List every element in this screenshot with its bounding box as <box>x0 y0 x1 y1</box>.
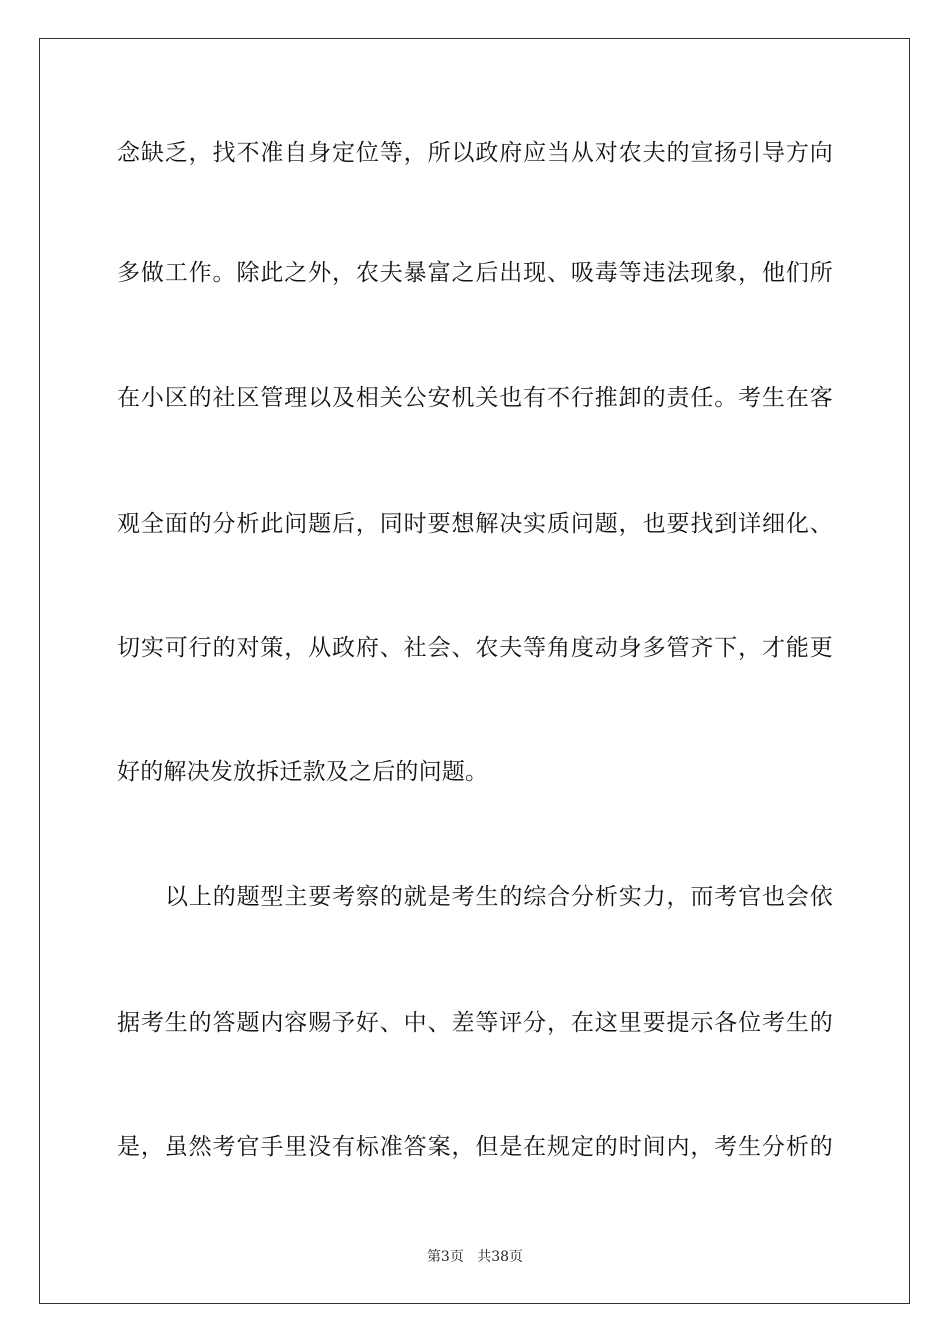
page-number: 第3页 <box>426 1249 464 1265</box>
body-text-line: 念缺乏，找不准自身定位等，所以政府应当从对农夫的宣扬引导方向 <box>117 140 833 166</box>
page-footer <box>0 1248 950 1266</box>
paragraph-first-line: 以上的题型主要考察的就是考生的综合分析实力，而考官也会依 <box>165 884 833 910</box>
body-text-line: 切实可行的对策，从政府、社会、农夫等角度动身多管齐下，才能更 <box>117 635 833 661</box>
body-text-line: 好的解决发放拆迁款及之后的问题。 <box>117 759 489 785</box>
body-text-line: 是，虽然考官手里没有标准答案，但是在规定的时间内，考生分析的 <box>117 1134 833 1160</box>
body-text-line: 多做工作。除此之外，农夫暴富之后出现、吸毒等违法现象，他们所 <box>117 260 833 286</box>
body-text-line: 在小区的社区管理以及相关公安机关也有不行推卸的责任。考生在客 <box>117 385 833 411</box>
body-text-line: 据考生的答题内容赐予好、中、差等评分，在这里要提示各位考生的 <box>117 1010 833 1036</box>
page-total: 共38页 <box>477 1249 524 1265</box>
page-border <box>39 38 910 1304</box>
body-text-line: 观全面的分析此问题后，同时要想解决实质问题，也要找到详细化、 <box>117 511 833 537</box>
